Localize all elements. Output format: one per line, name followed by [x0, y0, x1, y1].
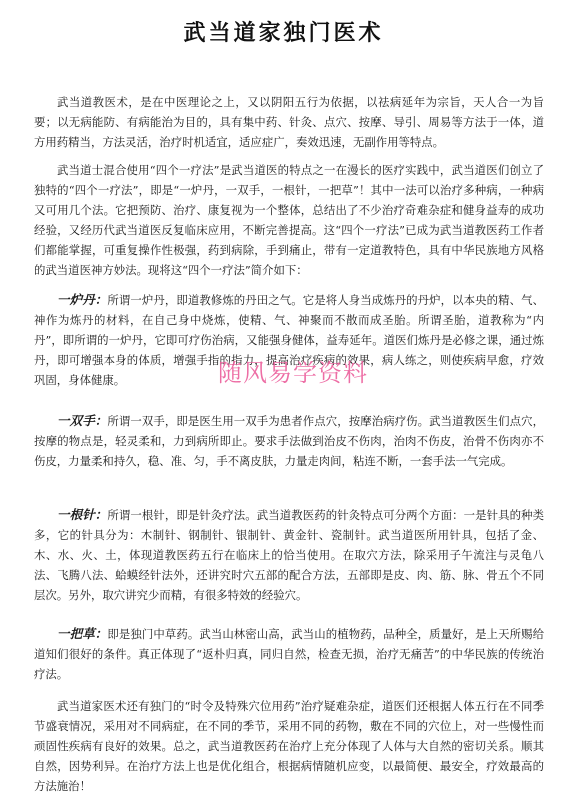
section-dan-text: 所谓一炉丹，即道教修炼的丹田之气。它是将人身当成炼丹的丹炉，以本央的精、气、神作为炼丹的材料，在自己身中烧炼，使精、气、神聚而不散而成圣胎。所谓圣胎，道教称为“内丹”，即所谓的一炉丹，它即可疗伤治病，又能强身健体，益寿延年。道医们炼丹是必修之课，通过炼丹，即可增强本身的体质，增强手指的指力，提高治疗疾病的效果，病人练之，则使疾病早愈，疗效巩固，身体健康。 — [34, 293, 544, 387]
section-hands-term: 一双手： — [57, 413, 108, 428]
section-hands-paragraph — [34, 411, 544, 471]
intro-paragraph: 武当道教医术，是在中医理论之上，又以阴阳五行为依据，以祛病延年为宗旨，天人合一为旨要；以无病能防、有病能治为目的，具有集中药、针灸、点穴、按摩、导引、周易等方法于一体，道方用药精当，方法灵活，治疗时机适宜，适应症广，奏效迅速，无副作用等特点。 — [34, 95, 544, 149]
closing-paragraph: 武当道家医术还有独门的“时令及特殊穴位用药”治疗疑难杂症，道医们还根据人体五行在不同季节盛衰情况，采用对不同病症，在不同的季节，采用不同的药物，敷在不同的穴位上，对一些慢性而顽固性疾病有良好的效果。总之，武当道教医药在治疗上充分体现了人体与大自然的密切关系。顺其自然，因势利异。在治疗方法上也是优化组合，根据病情随机应变，以最简便、最安全，疗效最高的方法施治！ — [34, 699, 544, 793]
four-methods-paragraph: 武当道士混合使用“四个一疗法”是武当道医的特点之一在漫长的医疗实践中，武当道医们创立了独特的“四个一疗法”，即是“一炉丹，一双手，一根针，一把草”！其中一法可以治疗多种病，一种病又可用几个法。它把预防、治疗、康复视为一个整体，总结出了不少治疗奇难杂症和健身益寿的成功经验，又经历代武当道医反复临床应用，不断完善提高。这“四个一疗法”已成为武当道教医药工作者们都能掌握，可重复操作性极强，药到病除，手到痛止，带有一定道教特色，具有中华民族地方风格的武当道医神方妙法。现将这“四个一疗法”简介如下： — [34, 163, 544, 277]
section-hands-text: 所谓一双手，即是医生用一双手为患者作点穴，按摩治病疗伤。武当道教医生们点穴，按摩的物点是，轻灵柔和，力到病所即止。要求手法做到治皮不伤肉，治肉不伤皮，治骨不伤肉亦不伤皮，力量柔和持久，稳、准、匀，手不离皮肤，力量走肉间，粘连不断，一套手法一气完成。 — [34, 414, 544, 468]
document-title: 武当道家独门医术 — [183, 21, 384, 46]
section-herb-text: 即是独门中草药。武当山林密山高，武当山的植物药，品种全，质量好，是上天所赐给道知们很好的条件。真正体现了“返朴归真，同归自然，检查无损，治疗无痛苦”的中华民族的传统治疗法。 — [34, 627, 544, 681]
section-herb-paragraph — [34, 624, 544, 684]
watermark: 随风易学资料 — [218, 359, 368, 387]
section-needle-term: 一根针： — [57, 507, 108, 522]
section-needle-text: 所谓一根针，即是针灸疗法。武当道教医药的针灸特点可分两个方面：一是针具的种类多，它的针具分为：木制针、钢制针、银制针、黄金针、瓷制针。武当道医所用针具，包括了金、木、水、火、土，体现道教医药五行在临床上的恰当使用。在取穴方法，除采用子午流注与灵龟八法、飞腾八法、蛤蟆经针法外，还讲究时穴五部的配合方法，五部即是皮、肉、筋、脉、骨五个不同层次。另外，取穴讲究少而精，有很多特效的经验穴。 — [34, 508, 544, 602]
section-dan-term: 一炉丹： — [57, 292, 108, 307]
section-needle-paragraph — [34, 505, 544, 605]
section-herb-term: 一把草： — [57, 626, 108, 641]
